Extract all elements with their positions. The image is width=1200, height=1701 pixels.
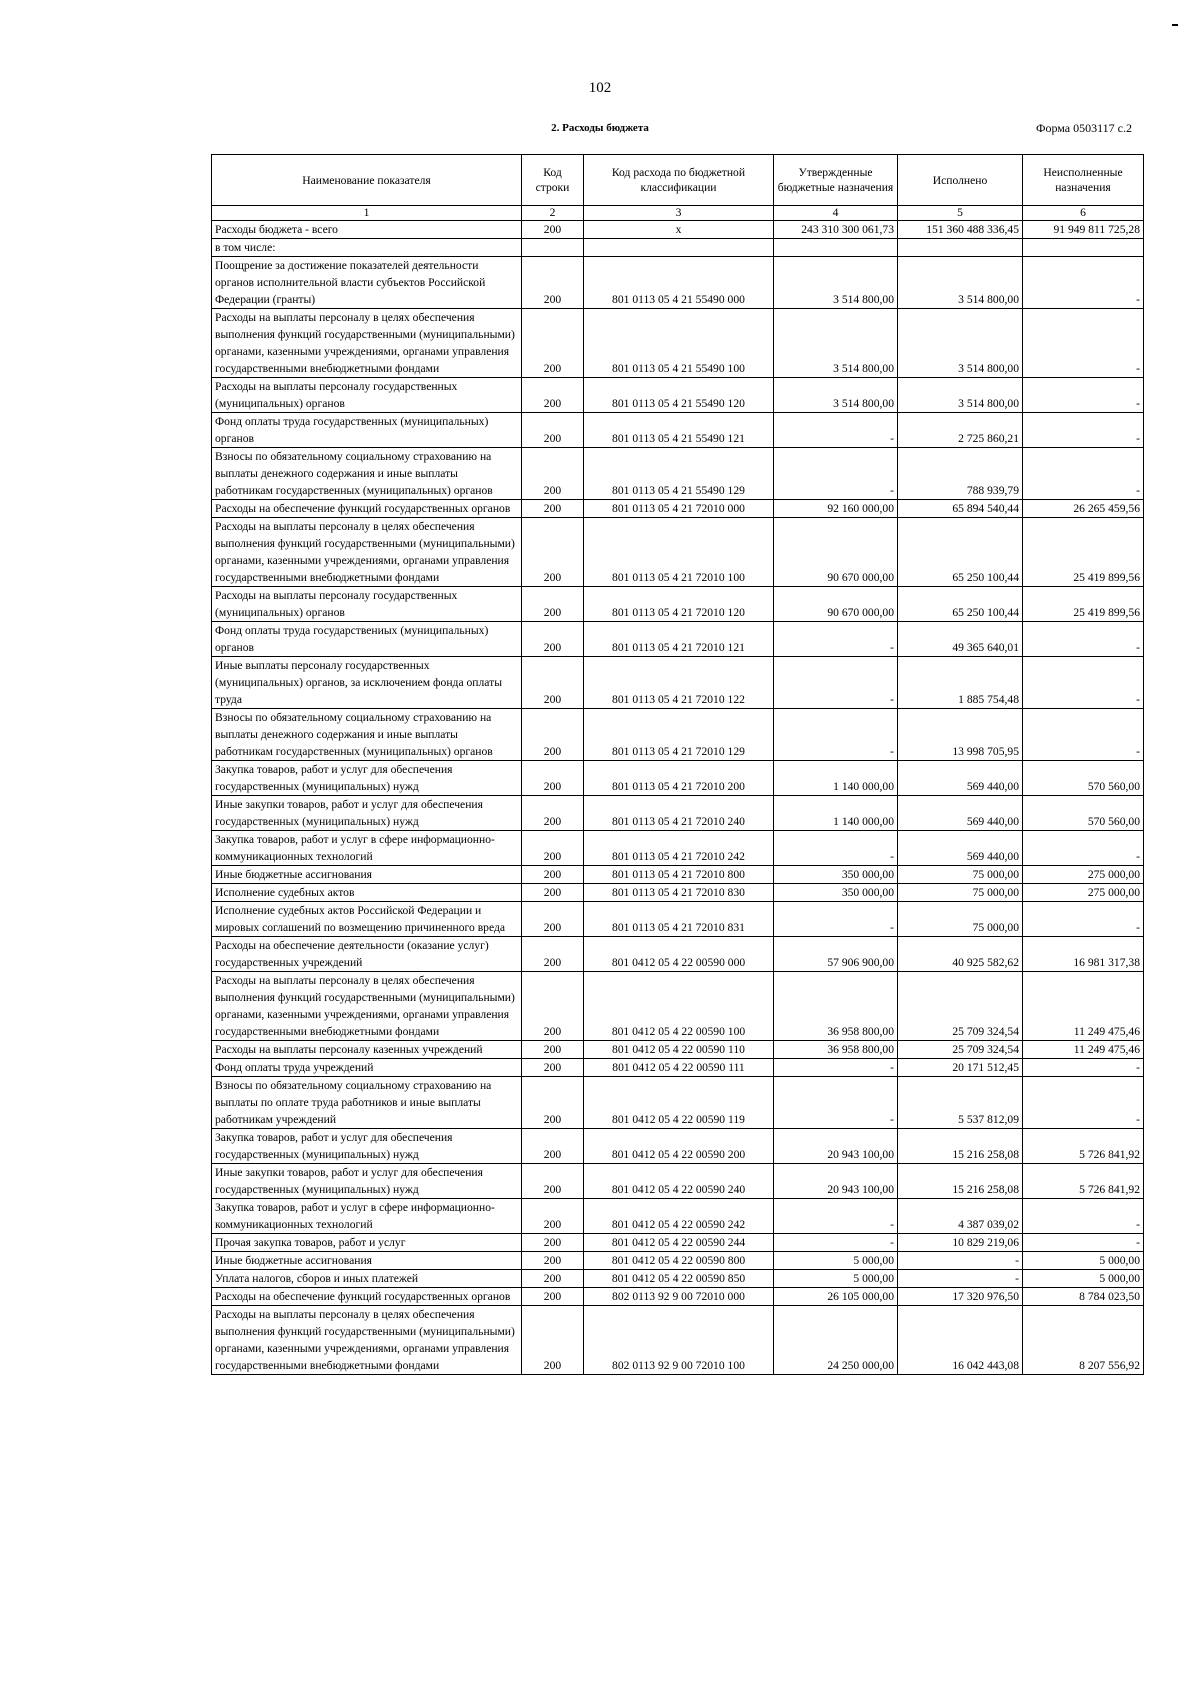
row-kbk: 801 0412 05 4 22 00590 244 bbox=[584, 1234, 774, 1252]
row-approved: 90 670 000,00 bbox=[774, 518, 898, 587]
table-row bbox=[212, 1041, 1144, 1059]
row-kbk: x bbox=[584, 221, 774, 239]
row-name: Расходы на обеспечение функций государственных органов bbox=[212, 1288, 522, 1306]
row-kbk: 801 0412 05 4 22 00590 110 bbox=[584, 1041, 774, 1059]
table-row bbox=[212, 1288, 1144, 1306]
row-code: 200 bbox=[522, 1199, 584, 1234]
row-kbk: 802 0113 92 9 00 72010 000 bbox=[584, 1288, 774, 1306]
table-row bbox=[212, 518, 1144, 587]
col-header-name: Наименование показателя bbox=[212, 155, 522, 206]
col-header-kbk: Код расхода по бюджетной классификации bbox=[584, 155, 774, 206]
row-name: Исполнение судебных актов Российской Федерации и мировых соглашений по возмещению причиненного вреда bbox=[212, 902, 522, 937]
row-name: Расходы на обеспечение деятельности (оказание услуг) государственных учреждений bbox=[212, 937, 522, 972]
row-name: Иные закупки товаров, работ и услуг для обеспечения государственных (муниципальных) нужд bbox=[212, 1164, 522, 1199]
row-code: 200 bbox=[522, 1306, 584, 1375]
table-row bbox=[212, 972, 1144, 1041]
row-unexecuted: - bbox=[1023, 1199, 1144, 1234]
row-unexecuted: 275 000,00 bbox=[1023, 866, 1144, 884]
row-kbk: 801 0412 05 4 22 00590 800 bbox=[584, 1252, 774, 1270]
row-kbk: 801 0113 05 4 21 72010 831 bbox=[584, 902, 774, 937]
row-code: 200 bbox=[522, 1041, 584, 1059]
row-executed: 17 320 976,50 bbox=[898, 1288, 1023, 1306]
row-unexecuted: 11 249 475,46 bbox=[1023, 1041, 1144, 1059]
row-name: Расходы на выплаты персоналу в целях обеспечения выполнения функций государственными (муниципальными) органами, казенными учреждениями, органами управления государственными внебюджетными фондами bbox=[212, 1306, 522, 1375]
row-approved: 20 943 100,00 bbox=[774, 1164, 898, 1199]
table-row bbox=[212, 709, 1144, 761]
row-name: Иные бюджетные ассигнования bbox=[212, 1252, 522, 1270]
row-approved: 36 958 800,00 bbox=[774, 972, 898, 1041]
table-row bbox=[212, 309, 1144, 378]
row-executed: 49 365 640,01 bbox=[898, 622, 1023, 657]
row-name: Фонд оплаты труда учреждений bbox=[212, 1059, 522, 1077]
row-approved: - bbox=[774, 902, 898, 937]
table-row bbox=[212, 221, 1144, 239]
row-approved: 5 000,00 bbox=[774, 1270, 898, 1288]
row-executed: 5 537 812,09 bbox=[898, 1077, 1023, 1129]
row-name: Закупка товаров, работ и услуг в сфере информационно-коммуникационных технологий bbox=[212, 831, 522, 866]
row-approved: - bbox=[774, 1077, 898, 1129]
row-approved: - bbox=[774, 1234, 898, 1252]
scan-mark bbox=[1172, 24, 1178, 26]
row-executed: - bbox=[898, 1270, 1023, 1288]
row-executed: 15 216 258,08 bbox=[898, 1129, 1023, 1164]
table-row bbox=[212, 1199, 1144, 1234]
row-unexecuted: - bbox=[1023, 709, 1144, 761]
row-code: 200 bbox=[522, 831, 584, 866]
col-number: 2 bbox=[522, 206, 584, 221]
row-executed: 151 360 488 336,45 bbox=[898, 221, 1023, 239]
row-kbk: 801 0113 05 4 21 72010 242 bbox=[584, 831, 774, 866]
table-row bbox=[212, 657, 1144, 709]
row-code: 200 bbox=[522, 448, 584, 500]
row-kbk: 801 0412 05 4 22 00590 242 bbox=[584, 1199, 774, 1234]
table-body bbox=[212, 221, 1144, 1375]
row-unexecuted: 8 207 556,92 bbox=[1023, 1306, 1144, 1375]
row-approved: - bbox=[774, 1059, 898, 1077]
row-approved: - bbox=[774, 657, 898, 709]
row-executed: 65 894 540,44 bbox=[898, 500, 1023, 518]
row-code: 200 bbox=[522, 622, 584, 657]
row-name: Исполнение судебных актов bbox=[212, 884, 522, 902]
row-unexecuted: 8 784 023,50 bbox=[1023, 1288, 1144, 1306]
row-executed: 40 925 582,62 bbox=[898, 937, 1023, 972]
row-executed: 65 250 100,44 bbox=[898, 587, 1023, 622]
row-unexecuted: 25 419 899,56 bbox=[1023, 518, 1144, 587]
row-approved: - bbox=[774, 622, 898, 657]
row-approved: 350 000,00 bbox=[774, 884, 898, 902]
col-number: 4 bbox=[774, 206, 898, 221]
row-unexecuted: - bbox=[1023, 257, 1144, 309]
row-executed: 15 216 258,08 bbox=[898, 1164, 1023, 1199]
row-kbk: 801 0113 05 4 21 72010 120 bbox=[584, 587, 774, 622]
row-kbk: 801 0113 05 4 21 72010 129 bbox=[584, 709, 774, 761]
row-name: Иные закупки товаров, работ и услуг для обеспечения государственных (муниципальных) нужд bbox=[212, 796, 522, 831]
row-kbk: 801 0113 05 4 21 72010 000 bbox=[584, 500, 774, 518]
table-row bbox=[212, 448, 1144, 500]
row-name: Расходы бюджета - всего bbox=[212, 221, 522, 239]
row-executed: 569 440,00 bbox=[898, 831, 1023, 866]
row-executed: 13 998 705,95 bbox=[898, 709, 1023, 761]
row-code: 200 bbox=[522, 657, 584, 709]
row-name: Прочая закупка товаров, работ и услуг bbox=[212, 1234, 522, 1252]
row-name: Иные выплаты персоналу государственных (муниципальных) органов, за исключением фонда оплаты труда bbox=[212, 657, 522, 709]
row-approved: 26 105 000,00 bbox=[774, 1288, 898, 1306]
row-approved: - bbox=[774, 413, 898, 448]
page-number: 102 bbox=[588, 80, 612, 96]
row-kbk: 801 0113 05 4 21 55490 129 bbox=[584, 448, 774, 500]
row-executed: 65 250 100,44 bbox=[898, 518, 1023, 587]
row-approved: 36 958 800,00 bbox=[774, 1041, 898, 1059]
row-approved: 3 514 800,00 bbox=[774, 257, 898, 309]
row-executed: 2 725 860,21 bbox=[898, 413, 1023, 448]
row-unexecuted: - bbox=[1023, 1059, 1144, 1077]
row-name: Расходы на выплаты персоналу в целях обеспечения выполнения функций государственными (муниципальными) органами, казенными учреждениями, органами управления государственными внебюджетными фондами bbox=[212, 518, 522, 587]
row-executed: 3 514 800,00 bbox=[898, 309, 1023, 378]
row-approved: 1 140 000,00 bbox=[774, 761, 898, 796]
row-code: 200 bbox=[522, 866, 584, 884]
table-row bbox=[212, 761, 1144, 796]
row-code: 200 bbox=[522, 1059, 584, 1077]
row-approved: - bbox=[774, 709, 898, 761]
row-unexecuted: - bbox=[1023, 902, 1144, 937]
table-row bbox=[212, 1129, 1144, 1164]
col-header-code: Код строки bbox=[522, 155, 584, 206]
section-title: 2. Расходы бюджета bbox=[551, 122, 649, 134]
row-name: Взносы по обязательному социальному страхованию на выплаты по оплате труда работников и иные выплаты работникам учреждений bbox=[212, 1077, 522, 1129]
row-executed: 3 514 800,00 bbox=[898, 378, 1023, 413]
row-code: 200 bbox=[522, 1234, 584, 1252]
table-row bbox=[212, 884, 1144, 902]
row-name: Расходы на выплаты персоналу в целях обеспечения выполнения функций государственными (муниципальными) органами, казенными учреждениями, органами управления государственными внебюджетными фондами bbox=[212, 309, 522, 378]
row-unexecuted: 5 000,00 bbox=[1023, 1270, 1144, 1288]
row-unexecuted: 570 560,00 bbox=[1023, 796, 1144, 831]
row-kbk: 801 0113 05 4 21 72010 122 bbox=[584, 657, 774, 709]
row-approved: 3 514 800,00 bbox=[774, 378, 898, 413]
row-executed: 75 000,00 bbox=[898, 866, 1023, 884]
row-executed: 25 709 324,54 bbox=[898, 1041, 1023, 1059]
empty-cell bbox=[522, 239, 584, 257]
table-row bbox=[212, 866, 1144, 884]
row-name: Расходы на выплаты персоналу казенных учреждений bbox=[212, 1041, 522, 1059]
column-number-row bbox=[212, 206, 1144, 221]
col-number: 5 bbox=[898, 206, 1023, 221]
row-code: 200 bbox=[522, 1270, 584, 1288]
table-row bbox=[212, 378, 1144, 413]
row-approved: 1 140 000,00 bbox=[774, 796, 898, 831]
row-unexecuted: - bbox=[1023, 309, 1144, 378]
header-row bbox=[212, 155, 1144, 206]
row-unexecuted: - bbox=[1023, 622, 1144, 657]
row-kbk: 801 0113 05 4 21 55490 100 bbox=[584, 309, 774, 378]
row-unexecuted: - bbox=[1023, 1234, 1144, 1252]
row-kbk: 801 0113 05 4 21 72010 830 bbox=[584, 884, 774, 902]
row-unexecuted: - bbox=[1023, 831, 1144, 866]
row-unexecuted: - bbox=[1023, 378, 1144, 413]
table-row bbox=[212, 1059, 1144, 1077]
row-name: Закупка товаров, работ и услуг для обеспечения государственных (муниципальных) нужд bbox=[212, 1129, 522, 1164]
row-kbk: 801 0412 05 4 22 00590 850 bbox=[584, 1270, 774, 1288]
table-row bbox=[212, 1164, 1144, 1199]
row-unexecuted: 5 726 841,92 bbox=[1023, 1164, 1144, 1199]
row-code: 200 bbox=[522, 257, 584, 309]
row-code: 200 bbox=[522, 413, 584, 448]
row-executed: 75 000,00 bbox=[898, 884, 1023, 902]
form-label: Форма 0503117 с.2 bbox=[1035, 121, 1132, 135]
col-header-unexecuted: Неисполненные назначения bbox=[1023, 155, 1144, 206]
row-code: 200 bbox=[522, 1252, 584, 1270]
row-code: 200 bbox=[522, 884, 584, 902]
row-name: Расходы на выплаты персоналу в целях обеспечения выполнения функций государственными (муниципальными) органами, казенными учреждениями, органами управления государственными внебюджетными фондами bbox=[212, 972, 522, 1041]
table-row bbox=[212, 1270, 1144, 1288]
row-executed: 4 387 039,02 bbox=[898, 1199, 1023, 1234]
row-executed: 788 939,79 bbox=[898, 448, 1023, 500]
row-approved: 243 310 300 061,73 bbox=[774, 221, 898, 239]
row-code: 200 bbox=[522, 378, 584, 413]
col-header-approved: Утвержденные бюджетные назначения bbox=[774, 155, 898, 206]
table-row bbox=[212, 937, 1144, 972]
row-name: Фонд оплаты труда государствениых (муниципальных) органов bbox=[212, 622, 522, 657]
row-code: 200 bbox=[522, 902, 584, 937]
row-unexecuted: 570 560,00 bbox=[1023, 761, 1144, 796]
row-approved: - bbox=[774, 1199, 898, 1234]
row-kbk: 801 0412 05 4 22 00590 000 bbox=[584, 937, 774, 972]
row-name: Расходы на выплаты персоналу государственных (муниципальных) органов bbox=[212, 378, 522, 413]
row-executed: 25 709 324,54 bbox=[898, 972, 1023, 1041]
empty-cell bbox=[898, 239, 1023, 257]
row-name: Иные бюджетные ассигнования bbox=[212, 866, 522, 884]
row-approved: 350 000,00 bbox=[774, 866, 898, 884]
table-row bbox=[212, 796, 1144, 831]
row-unexecuted: 91 949 811 725,28 bbox=[1023, 221, 1144, 239]
row-approved: - bbox=[774, 448, 898, 500]
sub-header-row bbox=[212, 239, 1144, 257]
table-row bbox=[212, 1252, 1144, 1270]
table-row bbox=[212, 622, 1144, 657]
row-approved: 20 943 100,00 bbox=[774, 1129, 898, 1164]
row-unexecuted: - bbox=[1023, 657, 1144, 709]
row-approved: 5 000,00 bbox=[774, 1252, 898, 1270]
row-executed: 75 000,00 bbox=[898, 902, 1023, 937]
row-kbk: 801 0113 05 4 21 72010 121 bbox=[584, 622, 774, 657]
row-executed: 3 514 800,00 bbox=[898, 257, 1023, 309]
row-executed: 1 885 754,48 bbox=[898, 657, 1023, 709]
row-kbk: 801 0113 05 4 21 55490 121 bbox=[584, 413, 774, 448]
row-unexecuted: - bbox=[1023, 448, 1144, 500]
row-unexecuted: 5 000,00 bbox=[1023, 1252, 1144, 1270]
row-kbk: 801 0113 05 4 21 72010 200 bbox=[584, 761, 774, 796]
empty-cell bbox=[1023, 239, 1144, 257]
row-kbk: 801 0412 05 4 22 00590 119 bbox=[584, 1077, 774, 1129]
row-approved: 24 250 000,00 bbox=[774, 1306, 898, 1375]
row-code: 200 bbox=[522, 1129, 584, 1164]
table-row bbox=[212, 831, 1144, 866]
row-unexecuted: 275 000,00 bbox=[1023, 884, 1144, 902]
row-unexecuted: - bbox=[1023, 1077, 1144, 1129]
row-executed: 16 042 443,08 bbox=[898, 1306, 1023, 1375]
row-name: Закупка товаров, работ и услуг для обеспечения государственных (муниципальных) нужд bbox=[212, 761, 522, 796]
row-executed: 10 829 219,06 bbox=[898, 1234, 1023, 1252]
table-row bbox=[212, 1234, 1144, 1252]
row-kbk: 801 0113 05 4 21 55490 120 bbox=[584, 378, 774, 413]
expenses-table bbox=[211, 154, 1144, 1375]
row-unexecuted: 25 419 899,56 bbox=[1023, 587, 1144, 622]
row-approved: - bbox=[774, 831, 898, 866]
table-row bbox=[212, 587, 1144, 622]
row-kbk: 801 0113 05 4 21 72010 100 bbox=[584, 518, 774, 587]
empty-cell bbox=[584, 239, 774, 257]
row-code: 200 bbox=[522, 1077, 584, 1129]
row-kbk: 801 0412 05 4 22 00590 200 bbox=[584, 1129, 774, 1164]
row-executed: 20 171 512,45 bbox=[898, 1059, 1023, 1077]
table-row bbox=[212, 902, 1144, 937]
row-code: 200 bbox=[522, 796, 584, 831]
row-unexecuted: 5 726 841,92 bbox=[1023, 1129, 1144, 1164]
col-header-executed: Исполнено bbox=[898, 155, 1023, 206]
row-approved: 92 160 000,00 bbox=[774, 500, 898, 518]
table-row bbox=[212, 500, 1144, 518]
row-kbk: 801 0113 05 4 21 55490 000 bbox=[584, 257, 774, 309]
row-code: 200 bbox=[522, 972, 584, 1041]
row-name: Взносы по обязательному социальному страхованию на выплаты денежного содержания и иные выплаты работникам государственных (муниципальных) органов bbox=[212, 448, 522, 500]
row-code: 200 bbox=[522, 500, 584, 518]
row-code: 200 bbox=[522, 221, 584, 239]
table-row bbox=[212, 413, 1144, 448]
row-unexecuted: 11 249 475,46 bbox=[1023, 972, 1144, 1041]
row-code: 200 bbox=[522, 1164, 584, 1199]
row-name: Уплата налогов, сборов и иных платежей bbox=[212, 1270, 522, 1288]
row-executed: 569 440,00 bbox=[898, 761, 1023, 796]
row-name: Закупка товаров, работ и услуг в сфере информационно-коммуникационных технологий bbox=[212, 1199, 522, 1234]
row-code: 200 bbox=[522, 709, 584, 761]
row-kbk: 801 0113 05 4 21 72010 800 bbox=[584, 866, 774, 884]
row-name: Взносы по обязательному социальному страхованию на выплаты денежного содержания и иные выплаты работникам государственных (муниципальных) органов bbox=[212, 709, 522, 761]
empty-cell bbox=[774, 239, 898, 257]
col-number: 6 bbox=[1023, 206, 1144, 221]
col-number: 3 bbox=[584, 206, 774, 221]
row-code: 200 bbox=[522, 309, 584, 378]
row-code: 200 bbox=[522, 761, 584, 796]
row-name: Фонд оплаты труда государственных (муниципальных) органов bbox=[212, 413, 522, 448]
row-unexecuted: 26 265 459,56 bbox=[1023, 500, 1144, 518]
col-number: 1 bbox=[212, 206, 522, 221]
row-kbk: 802 0113 92 9 00 72010 100 bbox=[584, 1306, 774, 1375]
row-code: 200 bbox=[522, 1288, 584, 1306]
row-executed: 569 440,00 bbox=[898, 796, 1023, 831]
row-unexecuted: 16 981 317,38 bbox=[1023, 937, 1144, 972]
row-kbk: 801 0412 05 4 22 00590 111 bbox=[584, 1059, 774, 1077]
sub-header-label: в том числе: bbox=[212, 239, 522, 257]
row-unexecuted: - bbox=[1023, 413, 1144, 448]
table-row bbox=[212, 1077, 1144, 1129]
row-name: Расходы на обеспечение функций государственных органов bbox=[212, 500, 522, 518]
row-kbk: 801 0113 05 4 21 72010 240 bbox=[584, 796, 774, 831]
row-name: Расходы на выплаты персоналу государственных (муниципальных) органов bbox=[212, 587, 522, 622]
row-code: 200 bbox=[522, 587, 584, 622]
row-approved: 3 514 800,00 bbox=[774, 309, 898, 378]
row-name: Поощрение за достижение показателей деятельности органов исполнительной власти субъектов Российской Федерации (гранты) bbox=[212, 257, 522, 309]
table-row bbox=[212, 1306, 1144, 1375]
row-code: 200 bbox=[522, 937, 584, 972]
row-kbk: 801 0412 05 4 22 00590 240 bbox=[584, 1164, 774, 1199]
row-executed: - bbox=[898, 1252, 1023, 1270]
row-approved: 90 670 000,00 bbox=[774, 587, 898, 622]
row-kbk: 801 0412 05 4 22 00590 100 bbox=[584, 972, 774, 1041]
row-code: 200 bbox=[522, 518, 584, 587]
row-approved: 57 906 900,00 bbox=[774, 937, 898, 972]
table-row bbox=[212, 257, 1144, 309]
